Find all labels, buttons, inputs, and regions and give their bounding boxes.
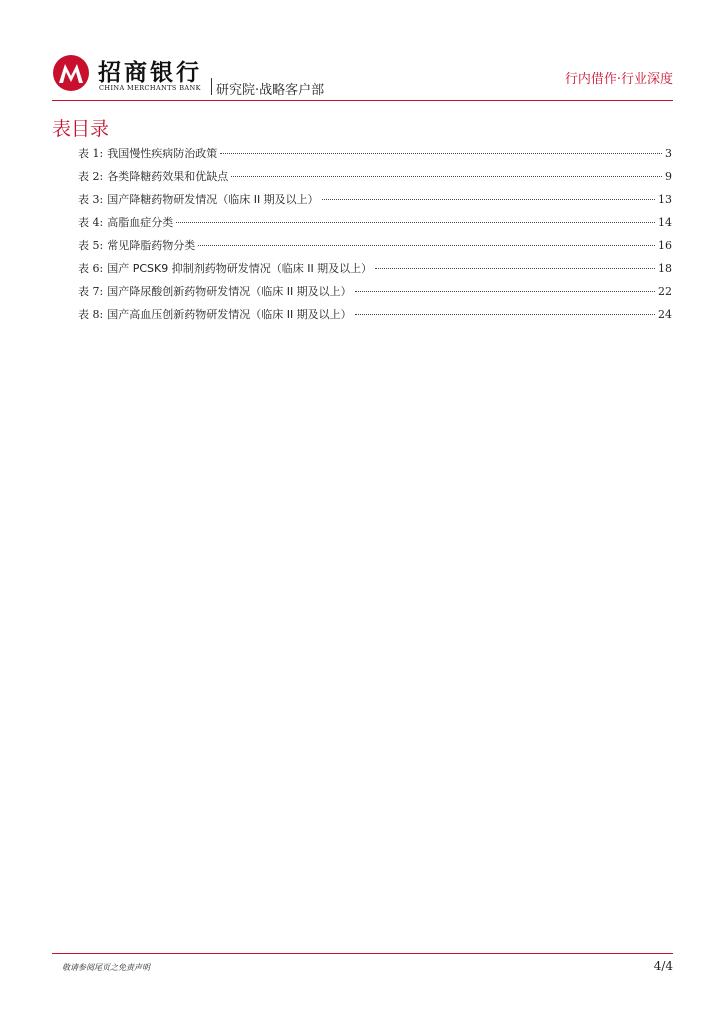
toc-entry[interactable] [78,145,672,168]
toc-entry[interactable] [78,260,672,283]
doc-type-label: 行内借作·行业深度 [564,72,673,87]
toc-entry-title: 各类降糖药效果和优缺点 [107,170,229,183]
toc-entry-number: 表 1: [78,147,104,160]
toc-entry[interactable] [78,306,672,329]
toc-entry-page: 14 [658,216,672,229]
disclaimer-note: 敬请参阅尾页之免责声明 [62,963,150,972]
dot-leader [375,268,655,269]
toc-entry-title: 国产降尿酸创新药物研发情况（临床 II 期及以上） [107,285,352,298]
toc-entry-title: 高脂血症分类 [107,216,174,229]
toc-entry-title: 我国慢性疾病防治政策 [107,147,218,160]
toc-entry-page: 13 [658,193,672,206]
dot-leader [322,199,655,200]
dot-leader [198,245,655,246]
toc-entry-page: 24 [658,308,672,321]
dot-leader [355,291,655,292]
toc-entry-number: 表 2: [78,170,104,183]
department-label: 研究院·战略客户部 [216,83,325,98]
toc-entry-number: 表 4: [78,216,104,229]
toc-entry-title: 国产高血压创新药物研发情况（临床 II 期及以上） [107,308,352,321]
toc-entry-number: 表 5: [78,239,104,252]
table-of-tables [78,145,672,329]
toc-entry-number: 表 6: [78,262,104,275]
brand-name-en: CHINA MERCHANTS BANK [99,84,201,92]
toc-entry-number: 表 8: [78,308,104,321]
dot-leader [355,314,655,315]
dot-leader [231,176,662,177]
cmb-logo-icon [52,54,90,92]
toc-entry-page: 3 [665,147,672,160]
page-number: 4/4 [653,959,673,973]
toc-entry[interactable] [78,283,672,306]
toc-entry-title: 国产 PCSK9 抑制剂药物研发情况（临床 II 期及以上） [107,262,373,275]
header-rule [52,100,673,101]
toc-entry-number: 表 7: [78,285,104,298]
toc-entry-page: 9 [665,170,672,183]
toc-entry[interactable] [78,237,672,260]
toc-entry-page: 16 [658,239,672,252]
toc-entry-title: 国产降糖药物研发情况（临床 II 期及以上） [107,193,319,206]
toc-entry-title: 常见降脂药物分类 [107,239,196,252]
toc-entry-number: 表 3: [78,193,104,206]
header-divider [211,78,212,95]
toc-entry[interactable] [78,191,672,214]
footer-rule [52,953,673,954]
brand-name-cn: 招商银行 [98,60,202,86]
toc-entry-page: 18 [658,262,672,275]
toc-entry[interactable] [78,168,672,191]
dot-leader [220,153,662,154]
toc-entry-page: 22 [658,285,672,298]
dot-leader [176,222,655,223]
toc-title: 表目录 [52,118,110,140]
page-header [0,0,724,104]
toc-entry[interactable] [78,214,672,237]
